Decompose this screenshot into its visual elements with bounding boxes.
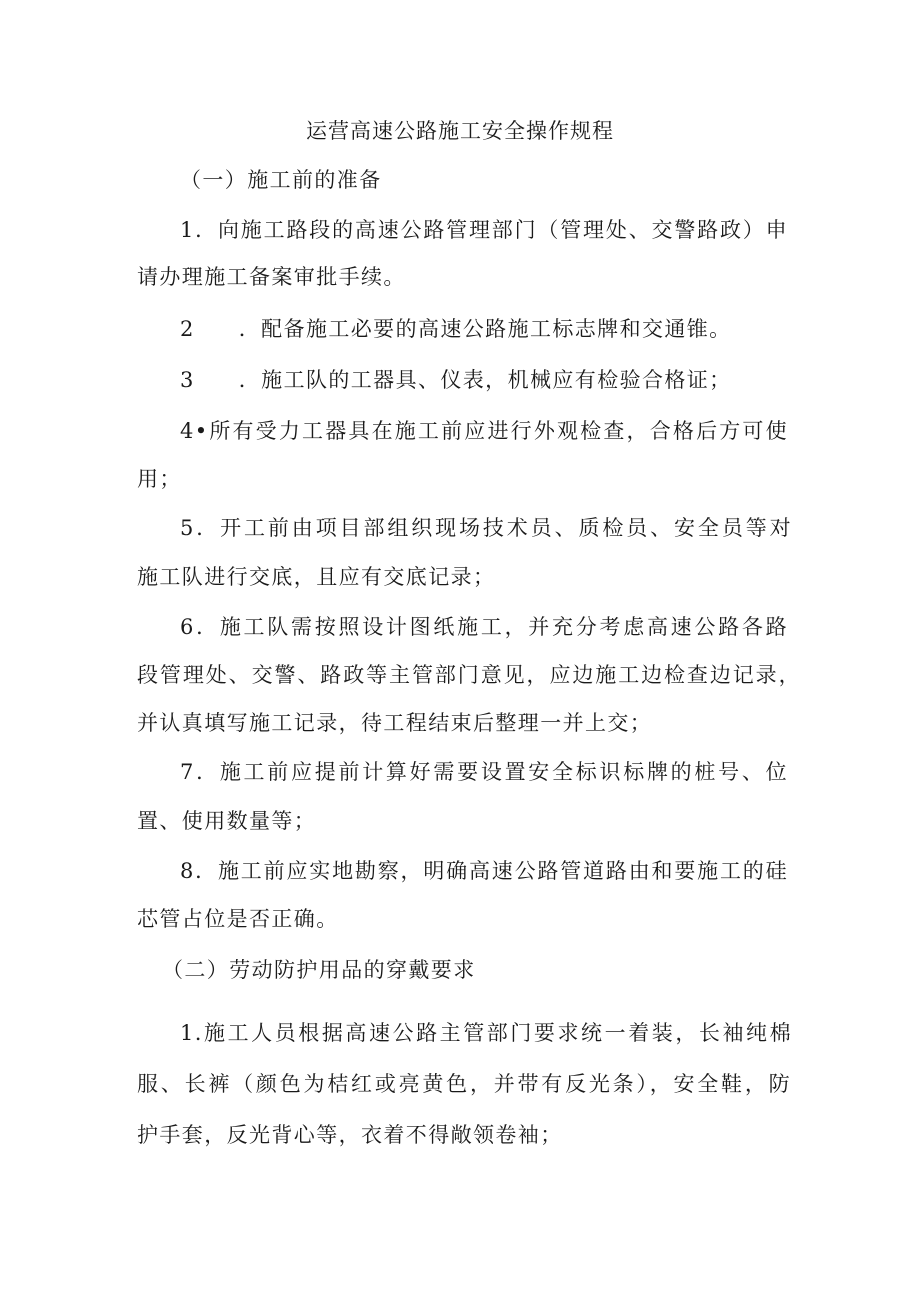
- item-7-line-2: 置、使用数量等；: [137, 809, 317, 833]
- item-8-line-1: 8．施工前应实地勘察，明确高速公路管道路由和要施工的硅: [180, 859, 788, 883]
- item-4-line-2: 用；: [137, 467, 182, 491]
- item-8-line-2: 芯管占位是否正确。: [137, 907, 339, 931]
- item-5-line-2: 施工队进行交底，且应有交底记录；: [137, 565, 496, 589]
- item-4-line-1: 4•所有受力工器具在施工前应进行外观检查，合格后方可使: [180, 419, 788, 443]
- item-1-line-1: 1．向施工路段的高速公路管理部门（管理处、交警路政）申: [180, 218, 788, 242]
- item-2: [180, 314, 840, 344]
- item-7-line-1: 7．施工前应提前计算好需要设置安全标识标牌的桩号、位: [180, 760, 788, 784]
- item-1-line-2: 请办理施工备案审批手续。: [137, 265, 406, 289]
- item-2-number: 2: [180, 317, 195, 341]
- item-2-text: ．配备施工必要的高速公路施工标志牌和交通锥。: [238, 317, 732, 341]
- item-3-number: 3: [180, 368, 195, 392]
- section-2-item-1-line-3: 护手套，反光背心等，衣着不得敞领卷袖；: [137, 1123, 563, 1147]
- item-3-text: ．施工队的工器具、仪表，机械应有检验合格证；: [238, 368, 732, 392]
- item-5-line-1: 5．开工前由项目部组织现场技术员、质检员、安全员等对: [180, 516, 792, 540]
- item-6-line-1: 6．施工队需按照设计图纸施工，并充分考虑高速公路各路: [180, 615, 788, 639]
- item-3: [180, 365, 840, 395]
- item-6-line-2: 段管理处、交警、路政等主管部门意见，应边施工边检查边记录，: [137, 663, 801, 687]
- section-heading-1: （一）施工前的准备: [180, 168, 382, 192]
- section-2-item-1-line-1: 1.施工人员根据高速公路主管部门要求统一着装，长袖纯棉: [180, 1021, 792, 1045]
- section-2-item-1-line-2: 服、长裤（颜色为桔红或亮黄色，并带有反光条），安全鞋，防: [137, 1072, 791, 1096]
- item-6-line-3: 并认真填写施工记录，待工程结束后整理一并上交；: [137, 711, 653, 735]
- section-heading-2: （二）劳动防护用品的穿戴要求: [162, 958, 476, 982]
- document-title: 运营高速公路施工安全操作规程: [306, 119, 614, 143]
